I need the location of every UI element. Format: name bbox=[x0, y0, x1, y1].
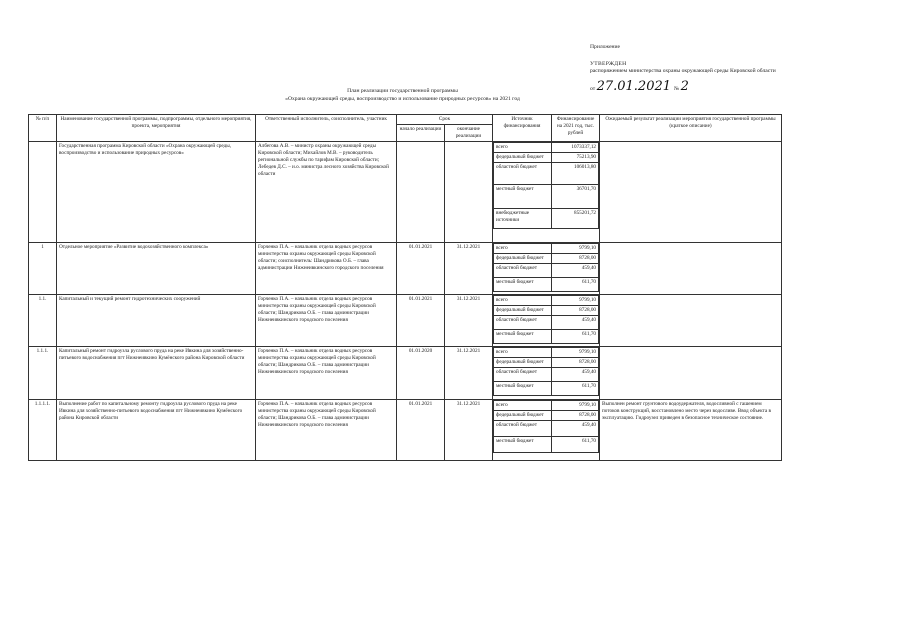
header-start: начало реализации bbox=[397, 125, 445, 142]
header-responsible: Ответственный исполнитель, соисполнитель, участник bbox=[256, 115, 397, 142]
fin-amount: 9799,10 bbox=[552, 348, 599, 358]
row-start: 01.01.2021 bbox=[397, 400, 445, 461]
fin-amount: 459,40 bbox=[552, 264, 599, 278]
row-start: 01.01.2021 bbox=[397, 243, 445, 295]
header-source: Источник финансирования bbox=[493, 115, 552, 142]
date-prefix: от bbox=[590, 85, 596, 92]
row-result: Выполнен ремонт грунтового водоудержателя, водосливной с гашением потоков конструкций, восстановлено место через водосливе. Ввод объекта в эксплуатацию. Гидроузел приведен в безопасное техническое состояние. bbox=[600, 400, 782, 461]
fin-source: областной бюджет bbox=[494, 163, 552, 185]
header-name: Наименование государственной программы, подпрограммы, отдельного мероприятия, проекта, мероприятия bbox=[57, 115, 256, 142]
appendix-label: Приложение bbox=[590, 44, 621, 50]
fin-amount: 8728,00 bbox=[552, 411, 599, 421]
table-row bbox=[29, 142, 782, 243]
row-name: Капитальный ремонт гидроузла руслового пруда на реке Ивкина для хозяйственно-питьевого водоснабжения пгт Нижнеивкино Кумёнского района Кировской области bbox=[57, 347, 256, 400]
fin-source: федеральный бюджет bbox=[494, 306, 552, 316]
header-result: Ожидаемый результат реализации мероприятия государственной программы (краткое описание) bbox=[600, 115, 782, 142]
row-financing bbox=[493, 347, 600, 400]
fin-amount: 459,40 bbox=[552, 368, 599, 382]
header-term: Срок bbox=[397, 115, 493, 125]
fin-amount: 611,70 bbox=[552, 437, 599, 453]
approval-text: распоряжением министерства охраны окружающей среды Кировской области bbox=[590, 68, 776, 75]
row-num: 1.1.1. bbox=[29, 347, 57, 400]
fin-amount: 855201,72 bbox=[551, 209, 598, 229]
fin-source: всего bbox=[494, 296, 552, 306]
row-end: 31.12.2021 bbox=[445, 243, 493, 295]
fin-amount: 9799,10 bbox=[552, 296, 599, 306]
row-start bbox=[397, 142, 445, 243]
row-result bbox=[600, 347, 782, 400]
row-num: 1.1. bbox=[29, 295, 57, 347]
row-responsible: Горченко П.А. – начальник отдела водных ресурсов министерства охраны окружающей среды Кировской области; Шандрикова О.Б. – глава администрации Нижнеивкинского городского поселения bbox=[256, 295, 397, 347]
row-start: 01.01.2020 bbox=[397, 347, 445, 400]
fin-amount: 459,40 bbox=[552, 316, 599, 330]
fin-amount: 611,70 bbox=[552, 330, 599, 344]
table-row bbox=[29, 400, 782, 461]
row-financing bbox=[493, 400, 600, 461]
table-row bbox=[29, 295, 782, 347]
fin-amount: 611,70 bbox=[552, 382, 599, 396]
fin-amount: 9799,10 bbox=[552, 244, 599, 254]
row-responsible: Горченко П.А. – начальник отдела водных ресурсов министерства охраны окружающей среды Кировской области; соисполнитель: Шандрикова О.Б. – глава администрации Нижнеивкинского городского поселения bbox=[256, 243, 397, 295]
fin-source: всего bbox=[494, 143, 552, 153]
approval-block bbox=[590, 44, 805, 95]
fin-source: местный бюджет bbox=[494, 437, 552, 453]
row-responsible: Албегова А.В. – министр охраны окружающей среды Кировской области; Михайлов М.В. – руководитель региональной службы по тарифам Кировской области; Лебедев Д.С. – и.о. министра лесного хозяйства Кировской области bbox=[256, 142, 397, 243]
row-result bbox=[600, 295, 782, 347]
row-financing bbox=[493, 142, 600, 243]
row-start: 01.01.2021 bbox=[397, 295, 445, 347]
row-num bbox=[29, 142, 57, 243]
approval-number: 2 bbox=[680, 78, 689, 94]
row-responsible: Горченко П.А. – начальник отдела водных ресурсов министерства охраны окружающей среды Кировской области; Шандрикова О.Б. – глава администрации Нижнеивкинского городского поселения bbox=[256, 347, 397, 400]
fin-source: местный бюджет bbox=[494, 278, 552, 292]
plan-table bbox=[28, 114, 782, 461]
number-prefix: № bbox=[673, 85, 680, 92]
approval-date: 27.01.2021 bbox=[596, 78, 672, 94]
row-end bbox=[445, 142, 493, 243]
fin-source: федеральный бюджет bbox=[494, 411, 552, 421]
fin-amount: 1073337,12 bbox=[551, 143, 598, 153]
row-name: Выполнение работ по капитальному ремонту гидроузла руслового пруда на реке Ивкина для хозяйственно-питьевого водоснабжения пгт Нижнеивкино Кумёнского района Кировской области bbox=[57, 400, 256, 461]
row-num: 1 bbox=[29, 243, 57, 295]
fin-amount: 36701,70 bbox=[551, 185, 598, 209]
heading-line-1: План реализации государственной программы bbox=[347, 88, 458, 94]
fin-amount: 9799,10 bbox=[552, 401, 599, 411]
fin-source: федеральный бюджет bbox=[494, 254, 552, 264]
fin-amount: 8728,00 bbox=[552, 358, 599, 368]
header-num: № п/п bbox=[29, 115, 57, 142]
fin-amount: 106013,80 bbox=[551, 163, 598, 185]
document-heading bbox=[250, 88, 555, 104]
fin-amount: 75213,90 bbox=[551, 153, 598, 163]
row-name: Отдельное мероприятие «Развитие водохозяйственного комплекса» bbox=[57, 243, 256, 295]
row-end: 31.12.2021 bbox=[445, 347, 493, 400]
header-amount: Финансирование на 2021 год, тыс. рублей bbox=[552, 115, 600, 142]
fin-source: всего bbox=[494, 348, 552, 358]
fin-source: местный бюджет bbox=[494, 185, 552, 209]
fin-amount: 8728,00 bbox=[552, 254, 599, 264]
fin-source: областной бюджет bbox=[494, 368, 552, 382]
fin-source: местный бюджет bbox=[494, 382, 552, 396]
row-name: Капитальный и текущий ремонт гидротехнических сооружений bbox=[57, 295, 256, 347]
fin-source: федеральный бюджет bbox=[494, 153, 552, 163]
row-financing bbox=[493, 295, 600, 347]
fin-source: местный бюджет bbox=[494, 330, 552, 344]
row-num: 1.1.1.1. bbox=[29, 400, 57, 461]
row-name: Государственная программа Кировской области «Охрана окружающей среды, воспроизводство и использование природных ресурсов» bbox=[57, 142, 256, 243]
table-row bbox=[29, 347, 782, 400]
fin-source: всего bbox=[494, 244, 552, 254]
header-end: окончание реализации bbox=[445, 125, 493, 142]
fin-source: областной бюджет bbox=[494, 421, 552, 437]
header-row bbox=[29, 115, 782, 125]
row-result bbox=[600, 142, 782, 243]
fin-source: областной бюджет bbox=[494, 316, 552, 330]
table-row bbox=[29, 243, 782, 295]
row-end: 31.12.2021 bbox=[445, 295, 493, 347]
row-responsible: Горченко П.А. – начальник отдела водных ресурсов министерства охраны окружающей среды Кировской области; Шандрикова О.Б. – глава администрации Нижнеивкинского городского поселения bbox=[256, 400, 397, 461]
fin-amount: 459,40 bbox=[552, 421, 599, 437]
fin-source: внебюджетные источники bbox=[494, 209, 552, 229]
fin-source: федеральный бюджет bbox=[494, 358, 552, 368]
row-financing bbox=[493, 243, 600, 295]
approval-date-line bbox=[590, 78, 805, 96]
heading-line-2: «Охрана окружающей среды, воспроизводство и использование природных ресурсов» на 2021 год bbox=[285, 95, 520, 102]
fin-amount: 611,70 bbox=[552, 278, 599, 292]
row-result bbox=[600, 243, 782, 295]
approval-title: УТВЕРЖДЕН bbox=[590, 60, 627, 67]
fin-amount: 8728,00 bbox=[552, 306, 599, 316]
row-end: 31.12.2021 bbox=[445, 400, 493, 461]
fin-source: областной бюджет bbox=[494, 264, 552, 278]
fin-source: всего bbox=[494, 401, 552, 411]
